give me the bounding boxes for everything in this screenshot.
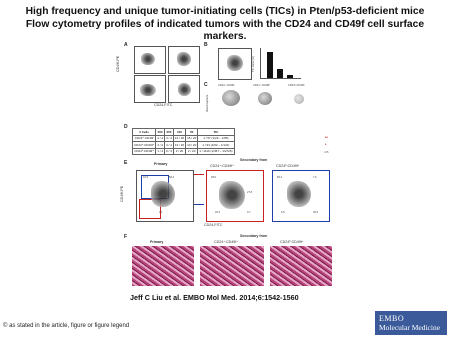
panel-f-secondary: Secondary from	[240, 234, 268, 238]
logo-line-1: EMBO	[379, 314, 405, 323]
scatter-cluster	[151, 181, 175, 207]
panel-e-sec2: CD24ʰ:CD49f⁺	[276, 164, 300, 168]
table-cell: 15 / 20	[187, 136, 197, 141]
table-cell: 2 / 20	[186, 148, 198, 155]
panel-f-sec1: CD24⁺:CD49f⁺	[214, 240, 239, 244]
panel-a-plot-2	[168, 46, 200, 74]
citation: Jeff C Liu et al. EMBO Mol Med. 2014;6:1542-1560	[130, 293, 299, 302]
gate-value: 7.6	[313, 176, 317, 179]
bar	[277, 69, 283, 78]
panel-b-plot	[218, 48, 252, 80]
panel-e-primary: Primary	[154, 162, 168, 166]
arrow-connector	[194, 204, 204, 205]
panel-e-secondary: Secondary from	[240, 158, 268, 162]
table-cell: 1 / 4	[157, 149, 164, 154]
mammosphere-image	[294, 94, 304, 104]
table-header: 500	[157, 129, 163, 134]
panel-label-e: E	[124, 160, 128, 166]
panel-b-bar-chart	[260, 48, 301, 79]
gate-value: 28.0	[211, 176, 217, 179]
panel-e-secondary-plot-1	[206, 170, 264, 222]
mammosphere-image	[258, 92, 272, 105]
panel-a-plot-1	[134, 46, 166, 74]
panel-a-xaxis: CD24-FITC	[154, 103, 173, 107]
panel-e-sec1: CD24⁺:CD49f⁺	[210, 164, 235, 168]
panel-e-xaxis: CD24-FITC	[204, 223, 223, 227]
scatter-cluster	[141, 53, 155, 65]
gate-value: 0.7	[247, 211, 251, 214]
scatter-cluster	[177, 52, 191, 66]
gate-value: 6.5	[281, 211, 285, 214]
figure-title: High frequency and unique tumor-initiating cells (TICs) in Pten/p53-deficient mice Flow cytometry profiles of indicated tumors with the CD24 and CD49f cell surface markers.	[25, 6, 425, 42]
table-header: # Cells	[133, 129, 156, 136]
table-cell: 1 / 93 (1/62 – 1/141)	[198, 142, 234, 149]
table-cell: 13 / 20	[174, 142, 185, 147]
scatter-cluster	[287, 181, 311, 207]
panel-label-f: F	[124, 234, 128, 240]
panel-a-plot-4	[168, 75, 200, 103]
table-cell: 2 / 20	[173, 148, 185, 155]
table-cell: CD24ʰ:CD49f⁺	[134, 149, 154, 154]
panel-a-yaxis: CD49f-PE	[116, 55, 120, 72]
panel-a-plot-3	[134, 75, 166, 103]
panel-b-bar-ylabel: TIC Ratio (%)	[252, 56, 255, 72]
scatter-cluster	[178, 83, 191, 96]
arrow-connector	[194, 174, 204, 175]
panel-f-primary: Primary	[150, 240, 164, 244]
table-row	[133, 148, 235, 155]
table-cell: 4 / 4	[166, 142, 172, 147]
gate-value: 26.3	[215, 211, 221, 214]
mammosphere-image	[222, 90, 240, 106]
histology-image	[132, 246, 194, 286]
gate-value: 27.8	[247, 191, 253, 194]
panel-f-sec2: CD24ʰ:CD49f⁺	[280, 240, 304, 244]
panel-label-d: D	[124, 124, 128, 130]
table-cell: CD24⁺:CD49f	[133, 135, 156, 142]
logo-line-2: Molecular Medicine	[379, 323, 441, 332]
scatter-cluster	[227, 55, 243, 71]
histology-image	[200, 246, 264, 286]
table-cell: 1 / 57 (1/29 – 1/85)	[198, 135, 234, 142]
panel-label-c: C	[204, 82, 208, 88]
gate-value: 35.6	[313, 211, 319, 214]
table-cell: 10 / 20	[187, 142, 197, 147]
table-cell: 4 / 4	[166, 136, 172, 141]
table-cell: 0 / 4	[166, 149, 172, 154]
table-cell: 1 / 1116 (1/457 – 1/2726)	[199, 149, 233, 154]
gate-value: 10.5	[143, 176, 149, 179]
bar	[267, 52, 273, 78]
bar	[287, 75, 293, 78]
scatter-cluster	[219, 181, 245, 209]
table-header: 50	[186, 129, 198, 136]
panel-label-a: A	[124, 42, 128, 48]
gate-value: 56.2	[277, 176, 283, 179]
figure-panel	[118, 42, 340, 302]
table-header: 100	[173, 129, 185, 136]
gate-value: 58.4	[169, 176, 175, 179]
table-header: TIC	[198, 129, 234, 136]
copyright-footer: © as stated in the article, figure or figure legend	[3, 323, 130, 329]
panel-e-primary-plot	[136, 170, 194, 222]
table-cell: 4 / 4	[157, 136, 164, 141]
panel-label-b: B	[204, 42, 208, 48]
table-cell: 14 / 20	[174, 136, 185, 141]
embo-logo[interactable]	[375, 311, 447, 335]
panel-c-col2: CD24⁺:CD49fʰ	[253, 84, 271, 87]
panel-c-row-label: Mammosphere	[206, 94, 209, 112]
gate-value: 2.1	[159, 211, 163, 214]
table-header: 250	[166, 129, 172, 134]
panel-c-col3: CD24ʰ:CD49fʰ	[288, 84, 305, 87]
table-cell: CD24⁺:CD49f⁺	[134, 142, 155, 147]
scatter-cluster	[140, 84, 156, 96]
n-note: n=5	[324, 151, 329, 154]
histology-image	[270, 246, 332, 286]
panel-e-yaxis: CD49f-PE	[120, 185, 124, 202]
table-cell: 4 / 4	[157, 142, 164, 147]
panel-c-col1: CD24⁺:CD49f⁺	[218, 84, 236, 87]
panel-e-secondary-plot-2	[272, 170, 330, 222]
tic-table	[132, 128, 235, 155]
significance-mark: *	[325, 143, 327, 147]
significance-mark: **	[325, 136, 328, 140]
